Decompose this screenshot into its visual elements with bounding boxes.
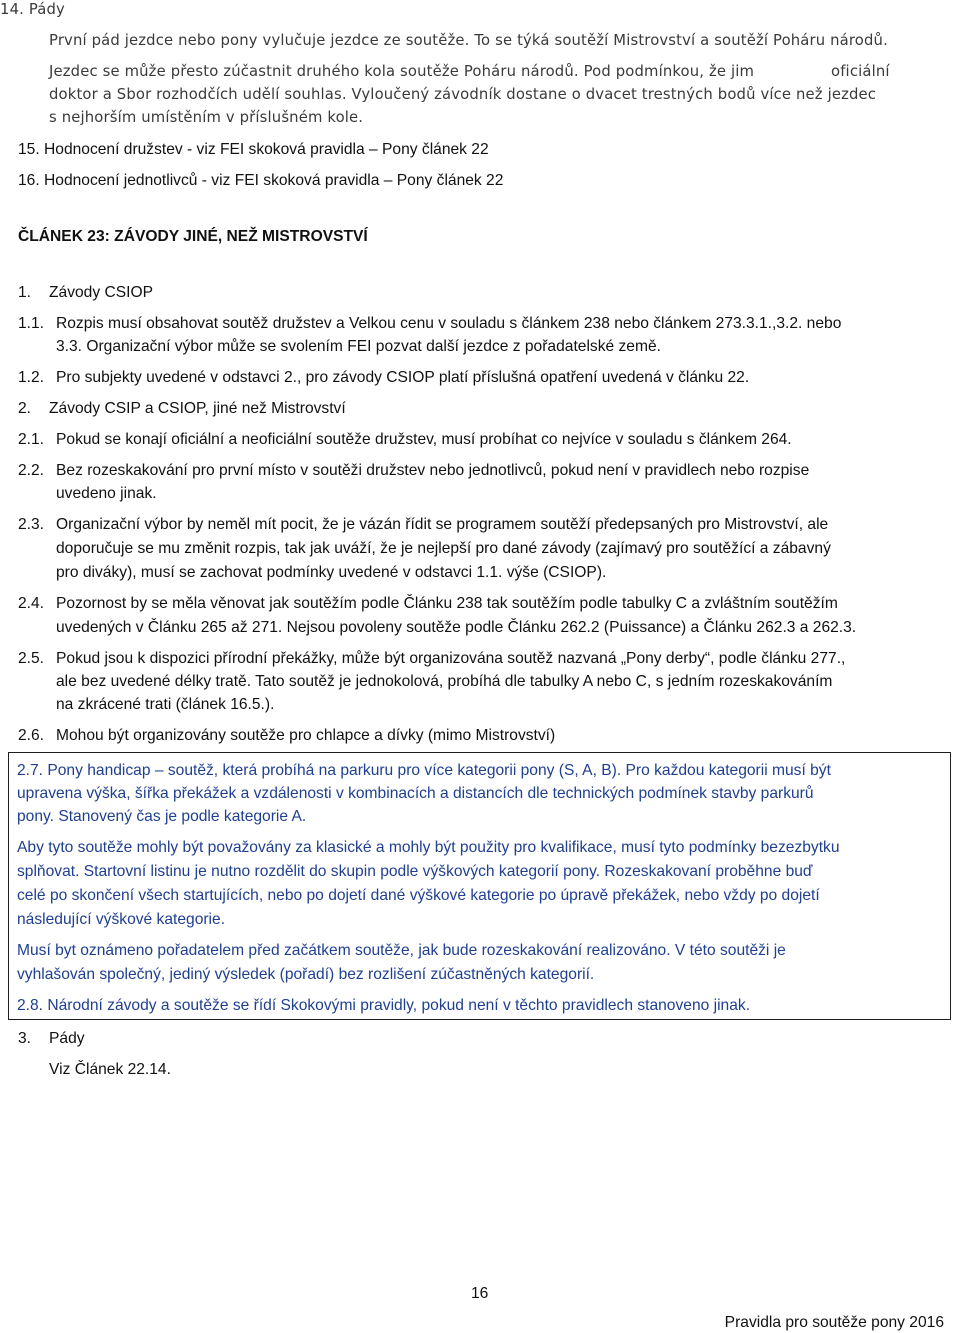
footer-title: Pravidla pro soutěže pony 2016	[724, 1314, 944, 1331]
article-title: ČLÁNEK 23: ZÁVODY JINÉ, NEŽ MISTROVSTVÍ	[18, 228, 368, 245]
s3-num: 3.	[18, 1030, 32, 1047]
s2-num: 2.	[18, 400, 32, 417]
s2-5-line-3: na zkrácené trati (článek 16.5.).	[56, 696, 275, 713]
box-p3-line-1: Musí byt oznámeno pořadatelem před začátkem soutěže, jak bude rozeskakování realizováno. V této soutěži je	[17, 942, 786, 959]
section-14-line-2b: oficiální	[831, 63, 890, 80]
box-p2-line-1: Aby tyto soutěže mohly být považovány za klasické a mohly být použity pro kvalifikace, musí tyto podmínky bezezbytku	[17, 839, 840, 856]
section-14-line-1: První pád jezdce nebo pony vylučuje jezdce ze soutěže. To se týká soutěží Mistrovství a soutěží Poháru národů.	[49, 32, 888, 49]
box-p2-line-3: celé po skončení všech startujících, nebo po dojetí dané výškové kategorie po úpravě překážek, nebo vždy po dojetí	[17, 887, 820, 904]
s2-1-line-1: Pokud se konají oficiální a neoficiální soutěže družstev, musí probíhat co nejvíce v souladu s článkem 264.	[56, 431, 792, 448]
section-14-line-4: s nejhorším umístěním v příslušném kole.	[49, 109, 364, 126]
s1-num: 1.	[18, 284, 32, 301]
s2-6-line-1: Mohou být organizovány soutěže pro chlapce a dívky (mimo Mistrovství)	[56, 727, 556, 744]
s2-3-line-2: doporučuje se mu změnit rozpis, tak jak uváží, že je nejlepší pro dané závody (zajímavý pro soutěžící a zábavný	[56, 540, 831, 557]
section-14-heading: 14. Pády	[0, 1, 65, 18]
s2-4-num: 2.4.	[18, 595, 45, 612]
section-14-line-3: doktor a Sbor rozhodčích udělí souhlas. Vyloučený závodník dostane o dvacet trestných bodů více než jezdec	[49, 86, 877, 103]
s2-2-line-2: uvedeno jinak.	[56, 485, 157, 502]
section-14-line-2a: Jezdec se může přesto zúčastnit druhého kola soutěže Poháru národů. Pod podmínkou, že jim	[49, 63, 755, 80]
section-16: 16. Hodnocení jednotlivců - viz FEI skoková pravidla – Pony článek 22	[18, 172, 504, 189]
s2-3-line-1: Organizační výbor by neměl mít pocit, že je vázán řídit se programem soutěží předepsaných pro Mistrovství, ale	[56, 516, 829, 533]
s2-3-line-3: pro diváky), musí se zachovat podmínky uvedené v odstavci 1.1. výše (CSIOP).	[56, 564, 607, 581]
s1-1-line-2: 3.3. Organizační výbor může se svolením FEI pozvat další jezdce z pořadatelské země.	[56, 338, 661, 355]
s1-title: Závody CSIOP	[49, 284, 153, 301]
s1-2-line-1: Pro subjekty uvedené v odstavci 2., pro závody CSIOP platí příslušná opatření uvedená v článku 22.	[56, 369, 750, 386]
s3-title: Pády	[49, 1030, 85, 1047]
box-p1-line-1: 2.7. Pony handicap – soutěž, která probíhá na parkuru pro více kategorii pony (S, A, B). Pro každou kategorii musí být	[17, 762, 831, 779]
s2-5-num: 2.5.	[18, 650, 45, 667]
box-p3-line-2: vyhlašován společný, jediný výsledek (pořadí) bez rozlišení zúčastněných kategorií.	[17, 966, 595, 983]
s2-4-line-1: Pozornost by se měla věnovat jak soutěžím podle Článku 238 tak soutěžím podle tabulky C a zvláštním soutěžím	[56, 595, 838, 612]
box-p1-line-2: upravena výška, šířka překážek a vzdálenosti v kombinacích a distancích dle technických podmínek stavby parkurů	[17, 785, 814, 802]
box-p2-line-4: následující výškové kategorie.	[17, 911, 226, 928]
s2-2-num: 2.2.	[18, 462, 45, 479]
s2-5-line-2: ale bez uvedené délky tratě. Tato soutěž je jednokolová, probíhá dle tabulky A nebo C, s jedním rozeskakováním	[56, 673, 833, 690]
s2-1-num: 2.1.	[18, 431, 45, 448]
s3-line: Viz Článek 22.14.	[49, 1061, 171, 1078]
s1-2-num: 1.2.	[18, 369, 45, 386]
page-number: 16	[471, 1285, 489, 1302]
s2-3-num: 2.3.	[18, 516, 45, 533]
s2-title: Závody CSIP a CSIOP, jiné než Mistrovství	[49, 400, 346, 417]
box-p4-line-1: 2.8. Národní závody a soutěže se řídí Skokovými pravidly, pokud není v těchto pravidlech stanoveno jinak.	[17, 997, 751, 1014]
s2-5-line-1: Pokud jsou k dispozici přírodní překážky, může být organizována soutěž nazvaná „Pony derby“, podle článku 277.,	[56, 650, 846, 667]
s2-6-num: 2.6.	[18, 727, 45, 744]
s1-1-num: 1.1.	[18, 315, 45, 332]
box-p2-line-2: splňovat. Startovní listinu je nutno rozdělit do skupin podle výškových kategorií pony. Rozeskakovaní proběhne buď	[17, 863, 813, 880]
s2-4-line-2: uvedených v Článku 265 až 271. Nejsou povoleny soutěže podle Článku 262.2 (Puissance) a Článku 262.3 a 262.3.	[56, 619, 857, 636]
s1-1-line-1: Rozpis musí obsahovat soutěž družstev a Velkou cenu v souladu s článkem 238 nebo článkem 273.3.1.,3.2. nebo	[56, 315, 842, 332]
box-p1-line-3: pony. Stanovený čas je podle kategorie A.	[17, 808, 307, 825]
s2-2-line-1: Bez rozeskakování pro první místo v soutěži družstev nebo jednotlivců, pokud není v pravidlech nebo rozpise	[56, 462, 810, 479]
section-15: 15. Hodnocení družstev - viz FEI skoková pravidla – Pony článek 22	[18, 141, 489, 158]
